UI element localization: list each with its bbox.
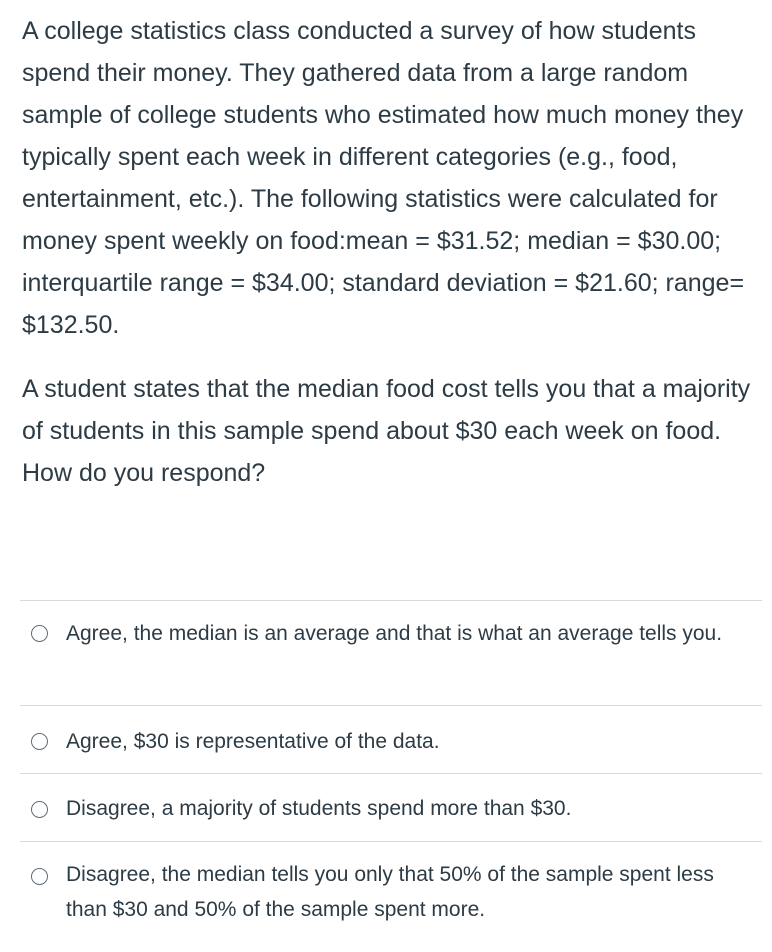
answer-option-3[interactable] xyxy=(20,774,762,842)
answer-label-1[interactable]: Agree, the median is an average and that is what an average tells you. xyxy=(66,622,723,645)
radio-button-4[interactable] xyxy=(31,868,48,885)
question-scenario: A college statistics class conducted a survey of how students spend their money. They gathered data from a large random sample of college students who estimated how much money they typically spent each week in different categories (e.g., food, entertainment, etc.). The following statistics were calculated for money spent weekly on food:mean = $31.52; median = $30.00; interquartile range = $34.00; standard deviation = $21.60; range= $132.50. xyxy=(22,17,745,339)
question-text xyxy=(22,10,757,494)
question-prompt: A student states that the median food cost tells you that a majority of students in this sample spend about $30 each week on food. How do you respond? xyxy=(22,375,751,487)
answer-label-3[interactable]: Disagree, a majority of students spend more than $30. xyxy=(66,797,572,820)
answer-label-4[interactable]: Disagree, the median tells you only that 50% of the sample spent less than $30 and 50% of the sample spent more. xyxy=(66,863,714,921)
answer-label-2[interactable]: Agree, $30 is representative of the data. xyxy=(66,730,440,753)
radio-button-1[interactable] xyxy=(31,625,48,642)
radio-button-3[interactable] xyxy=(31,801,48,818)
answer-option-4[interactable] xyxy=(20,842,762,932)
answer-option-1[interactable] xyxy=(20,601,762,706)
answer-list xyxy=(20,600,762,932)
radio-button-2[interactable] xyxy=(31,733,48,750)
answer-option-2[interactable] xyxy=(20,706,762,774)
